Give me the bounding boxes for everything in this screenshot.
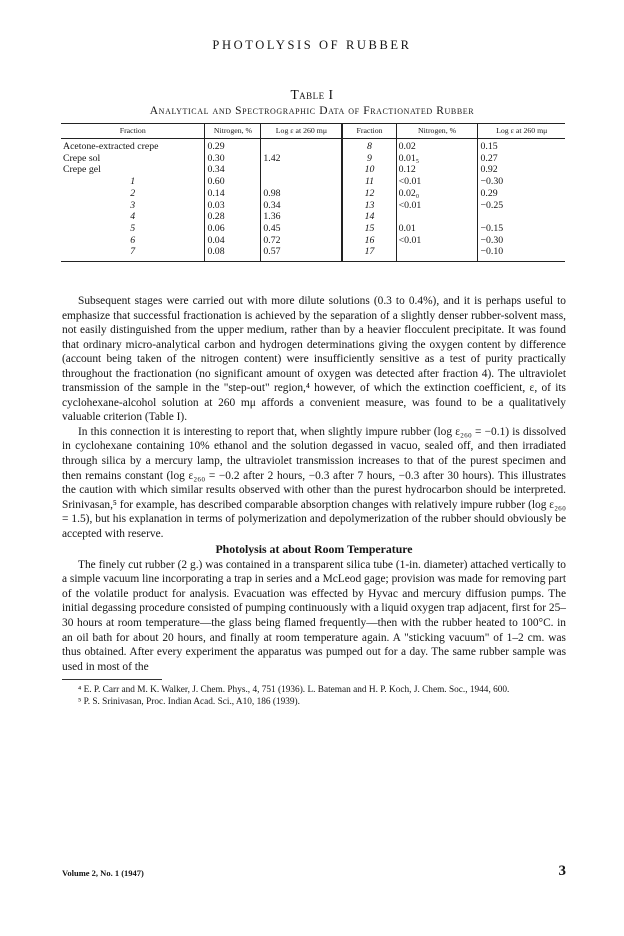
table-row xyxy=(61,139,565,153)
table-cell xyxy=(478,211,565,223)
table-cell: 3 xyxy=(130,199,136,211)
table-cell: 16 xyxy=(342,235,396,247)
table-header-row xyxy=(61,124,565,139)
table-cell: 1.36 xyxy=(261,211,343,223)
table-cell: 17 xyxy=(342,246,396,261)
table-cell: 0.08 xyxy=(205,246,261,261)
table-row xyxy=(61,211,565,223)
table-cell xyxy=(396,211,478,223)
column-header: Log ε at 260 mμ xyxy=(478,124,565,139)
table-row xyxy=(61,235,565,247)
table-cell: 2 xyxy=(130,187,136,199)
table-row xyxy=(61,176,565,188)
table-cell: 1.42 xyxy=(261,153,343,165)
table-cell: 0.02₀ xyxy=(396,188,478,200)
table-cell xyxy=(261,164,343,176)
body-text xyxy=(62,294,566,708)
footnote: ⁴ E. P. Carr and M. K. Walker, J. Chem. Phys., 4, 751 (1936). L. Bateman and H. P. Koch, J. Chem. Soc., 1944, 600. xyxy=(78,685,510,696)
table-cell: 0.28 xyxy=(205,211,261,223)
table-row xyxy=(61,223,565,235)
column-header: Log ε at 260 mμ xyxy=(261,124,343,139)
table-cell: 11 xyxy=(342,176,396,188)
table-cell: <0.01 xyxy=(396,235,478,247)
column-header: Fraction xyxy=(342,124,396,139)
table-row xyxy=(61,246,565,261)
table-row xyxy=(61,153,565,165)
paragraph: The finely cut rubber (2 g.) was contained in a transparent silica tube (1-in. diameter) attached vertically to a simple vacuum line incorporating a trap in series and a McLeod gage; provision was made for removing part of the volatile product for analysis. Evacuation was effected by Hyvac and mercury diffusion pumps. The initial degassing procedure consisted of pumping continuously with a liquid oxygen trap adjacent, first for 25–30 hours at room temperature—the glass being flamed frequently—then with the rubber heated to 100°C. in an oil bath for about 20 hours, and finally at room temperature again. A "sticking vacuum" of 1–2 cm. was thus obtained. After every experiment the apparatus was pumped out for a day. The same rubber sample was used in most of the xyxy=(62,558,566,673)
table-cell: <0.01 xyxy=(396,176,478,188)
table-cell: 7 xyxy=(61,246,205,261)
table-cell: 8 xyxy=(342,139,396,153)
table-cell: 0.72 xyxy=(261,235,343,247)
section-heading: Photolysis at about Room Temperature xyxy=(215,542,413,557)
table-cell xyxy=(261,139,343,153)
table-row xyxy=(61,188,565,200)
table-cell: 0.01 xyxy=(396,223,478,235)
journal-volume: Volume 2, No. 1 (1947) xyxy=(62,868,144,878)
footnote: ⁵ P. S. Srinivasan, Proc. Indian Acad. Sci., A10, 186 (1939). xyxy=(78,697,300,708)
running-head: PHOTOLYSIS OF RUBBER xyxy=(212,38,412,52)
table-cell: 0.98 xyxy=(261,188,343,200)
table-cell: −0.30 xyxy=(478,235,565,247)
data-table xyxy=(61,123,565,262)
table-cell: 0.34 xyxy=(261,200,343,212)
table-cell: 15 xyxy=(342,223,396,235)
table-cell: 0.29 xyxy=(478,188,565,200)
table-caption: Analytical and Spectrographic Data of Fractionated Rubber xyxy=(149,105,475,117)
table-cell: 13 xyxy=(342,200,396,212)
table-cell: 0.45 xyxy=(261,223,343,235)
table-cell: 0.01₅ xyxy=(396,153,478,165)
table-cell: 5 xyxy=(130,222,136,234)
paragraph: In this connection it is interesting to report that, when slightly impure rubber (log ε₂₆₀ = −0.1) is dissolved in cyclohexane containing 10% ethanol and the solution degassed in vacuo, sealed off, and then irradiated through silica by a mercury lamp, the ultraviolet transmission increases to that of the purest specimen and then remains constant (log ε₂₆₀ = −0.2 after 2 hours, −0.3 after 7 hours, −0.3 after 30 hours). This illustrates the caution with which similar results observed with other than the purest hydrocarbon should be interpreted. Srinivasan,⁵ for example, has described comparable absorption changes with relatively impure rubber (log ε₂₆₀ = 1.5), but his explanation in terms of polymerization and depolymerization of the rubber should obviously be accepted with reserve. xyxy=(62,425,566,540)
table-row xyxy=(61,200,565,212)
table-cell: 6 xyxy=(130,234,136,246)
table-cell: 12 xyxy=(342,188,396,200)
table-cell: −0.25 xyxy=(478,200,565,212)
table-cell: −0.30 xyxy=(478,176,565,188)
table-cell: 0.30 xyxy=(205,153,261,165)
table-cell: <0.01 xyxy=(396,200,478,212)
table-cell xyxy=(261,176,343,188)
column-header: Nitrogen, % xyxy=(396,124,478,139)
table-cell: 0.34 xyxy=(205,164,261,176)
table-cell: 0.03 xyxy=(205,200,261,212)
table-cell: 0.57 xyxy=(261,246,343,261)
table-cell: 0.60 xyxy=(205,176,261,188)
table-cell: 10 xyxy=(342,164,396,176)
table-cell: 1 xyxy=(130,176,136,188)
page-number: 3 xyxy=(558,863,566,879)
table-cell: Crepe gel xyxy=(63,164,101,176)
table-cell: 0.14 xyxy=(205,188,261,200)
table-cell: 0.04 xyxy=(205,235,261,247)
table-cell: 0.06 xyxy=(205,223,261,235)
footnote-divider xyxy=(62,679,162,680)
table-cell: 0.29 xyxy=(205,139,261,153)
table-cell: 9 xyxy=(342,153,396,165)
table-cell: 0.12 xyxy=(396,164,478,176)
column-header: Fraction xyxy=(61,124,205,139)
table-cell: 0.92 xyxy=(478,164,565,176)
table-cell: Acetone-extracted crepe xyxy=(63,141,159,152)
table-cell: −0.10 xyxy=(478,246,565,261)
table-cell xyxy=(396,246,478,261)
table-cell: 0.27 xyxy=(478,153,565,165)
table-cell: 4 xyxy=(130,211,136,223)
column-header: Nitrogen, % xyxy=(205,124,261,139)
table-cell: 14 xyxy=(342,211,396,223)
table-cell: 0.15 xyxy=(478,139,565,153)
table-label: Table I xyxy=(290,87,334,102)
table-row xyxy=(61,164,565,176)
paragraph: Subsequent stages were carried out with more dilute solutions (0.3 to 0.4%), and it is perhaps useful to emphasize that successful fractionation is achieved by the separation of a slightly denser rubber-solvent mass, not easily distinguished from the upper medium, rather than by a heavier flocculent precipitate. It was found that ordinary micro-analytical carbon and hydrogen determinations giving the oxygen content by difference (account being taken of the nitrogen content) were insufficiently sensitive as a test of purity practically throughout the fractionation (no significant amount of oxygen was detected after fraction 4). The ultraviolet transmission of the sample in the "step-out" region,⁴ however, of which the extinction coefficient, ε, of its cyclohexane-alcohol solution at 260 mμ affords a convenient measure, was found to be a qualitatively valuable criterion (Table I). xyxy=(62,295,566,424)
table-cell: Crepe sol xyxy=(63,152,101,164)
table-cell: −0.15 xyxy=(478,223,565,235)
table-cell: 0.02 xyxy=(396,139,478,153)
